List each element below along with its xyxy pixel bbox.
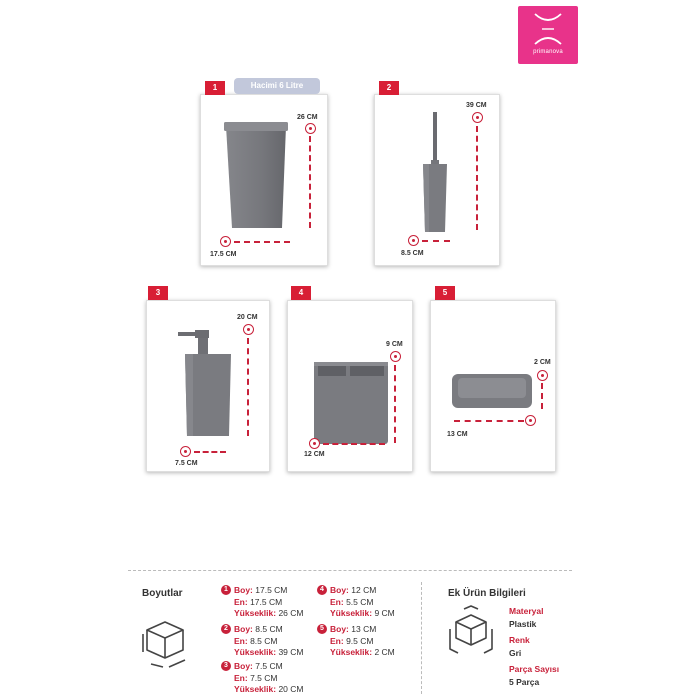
product-5-height: 2 CM bbox=[534, 359, 551, 366]
product-2-width: 8.5 CM bbox=[401, 250, 424, 257]
brand-name: primanova bbox=[533, 49, 563, 55]
product-badge-4: 4 bbox=[291, 286, 311, 300]
spec-item-5: 5 Boy: 13 CM En: 9.5 CM Yükseklik: 2 CM bbox=[330, 624, 395, 659]
trash-bin-image bbox=[220, 118, 292, 230]
height-marker-5 bbox=[537, 370, 548, 381]
product-badge-2: 2 bbox=[379, 81, 399, 95]
height-marker-3 bbox=[243, 324, 254, 335]
product-4-height: 9 CM bbox=[386, 341, 403, 348]
toilet-brush-image bbox=[418, 112, 452, 234]
extra-info-title: Ek Ürün Bilgileri bbox=[448, 588, 526, 599]
material-label: Materyal bbox=[509, 606, 544, 616]
spec-item-1: 1 Boy: 17.5 CM En: 17.5 CM Yükseklik: 26 CM bbox=[234, 585, 303, 620]
dimensions-title: Boyutlar bbox=[142, 588, 183, 599]
width-marker-1 bbox=[220, 236, 231, 247]
spec-number-3: 3 bbox=[221, 661, 231, 671]
column-divider bbox=[421, 582, 422, 694]
height-marker-1 bbox=[305, 123, 316, 134]
height-marker-4 bbox=[390, 351, 401, 362]
product-3-width: 7.5 CM bbox=[175, 460, 198, 467]
width-line-3 bbox=[194, 451, 226, 453]
width-marker-2 bbox=[408, 235, 419, 246]
width-line-4 bbox=[323, 443, 385, 445]
box-dimensions-icon bbox=[141, 612, 189, 668]
soap-dish-image bbox=[450, 372, 534, 410]
capacity-label: Hacimi 6 Litre bbox=[234, 78, 320, 94]
width-line-2 bbox=[422, 240, 450, 242]
width-marker-4 bbox=[309, 438, 320, 449]
spec-number-2: 2 bbox=[221, 624, 231, 634]
product-5-width: 13 CM bbox=[447, 431, 468, 438]
material-value: Plastik bbox=[509, 619, 537, 629]
product-badge-5: 5 bbox=[435, 286, 455, 300]
product-box-icon bbox=[446, 605, 496, 655]
color-value: Gri bbox=[509, 648, 522, 658]
product-badge-1: 1 bbox=[205, 81, 225, 95]
brand-logo bbox=[518, 6, 578, 64]
width-marker-5 bbox=[525, 415, 536, 426]
primanova-logo-icon bbox=[532, 12, 564, 46]
height-line-1 bbox=[309, 136, 311, 228]
piece-count-value: 5 Parça bbox=[509, 677, 540, 687]
piece-count-label: Parça Sayısı bbox=[509, 664, 560, 674]
height-marker-2 bbox=[472, 112, 483, 123]
height-line-2 bbox=[476, 126, 478, 230]
toothbrush-holder-image bbox=[312, 360, 390, 446]
height-line-4 bbox=[394, 365, 396, 443]
product-3-height: 20 CM bbox=[237, 314, 258, 321]
width-marker-3 bbox=[180, 446, 191, 457]
spec-item-3: 3 Boy: 7.5 CM En: 7.5 CM Yükseklik: 20 CM bbox=[234, 661, 303, 696]
spec-number-4: 4 bbox=[317, 585, 327, 595]
spec-item-2: 2 Boy: 8.5 CM En: 8.5 CM Yükseklik: 39 CM bbox=[234, 624, 303, 659]
spec-item-4: 4 Boy: 12 CM En: 5.5 CM Yükseklik: 9 CM bbox=[330, 585, 395, 620]
height-line-3 bbox=[247, 338, 249, 436]
width-line-5 bbox=[454, 420, 524, 422]
product-4-width: 12 CM bbox=[304, 451, 325, 458]
product-badge-3: 3 bbox=[148, 286, 168, 300]
color-label: Renk bbox=[509, 635, 530, 645]
soap-dispenser-image bbox=[175, 326, 241, 438]
spec-number-5: 5 bbox=[317, 624, 327, 634]
product-1-height: 26 CM bbox=[297, 114, 318, 121]
product-1-width: 17.5 CM bbox=[210, 251, 237, 258]
height-line-5 bbox=[541, 383, 543, 409]
section-divider bbox=[128, 570, 572, 571]
spec-number-1: 1 bbox=[221, 585, 231, 595]
width-line-1 bbox=[234, 241, 290, 243]
product-2-height: 39 CM bbox=[466, 102, 487, 109]
